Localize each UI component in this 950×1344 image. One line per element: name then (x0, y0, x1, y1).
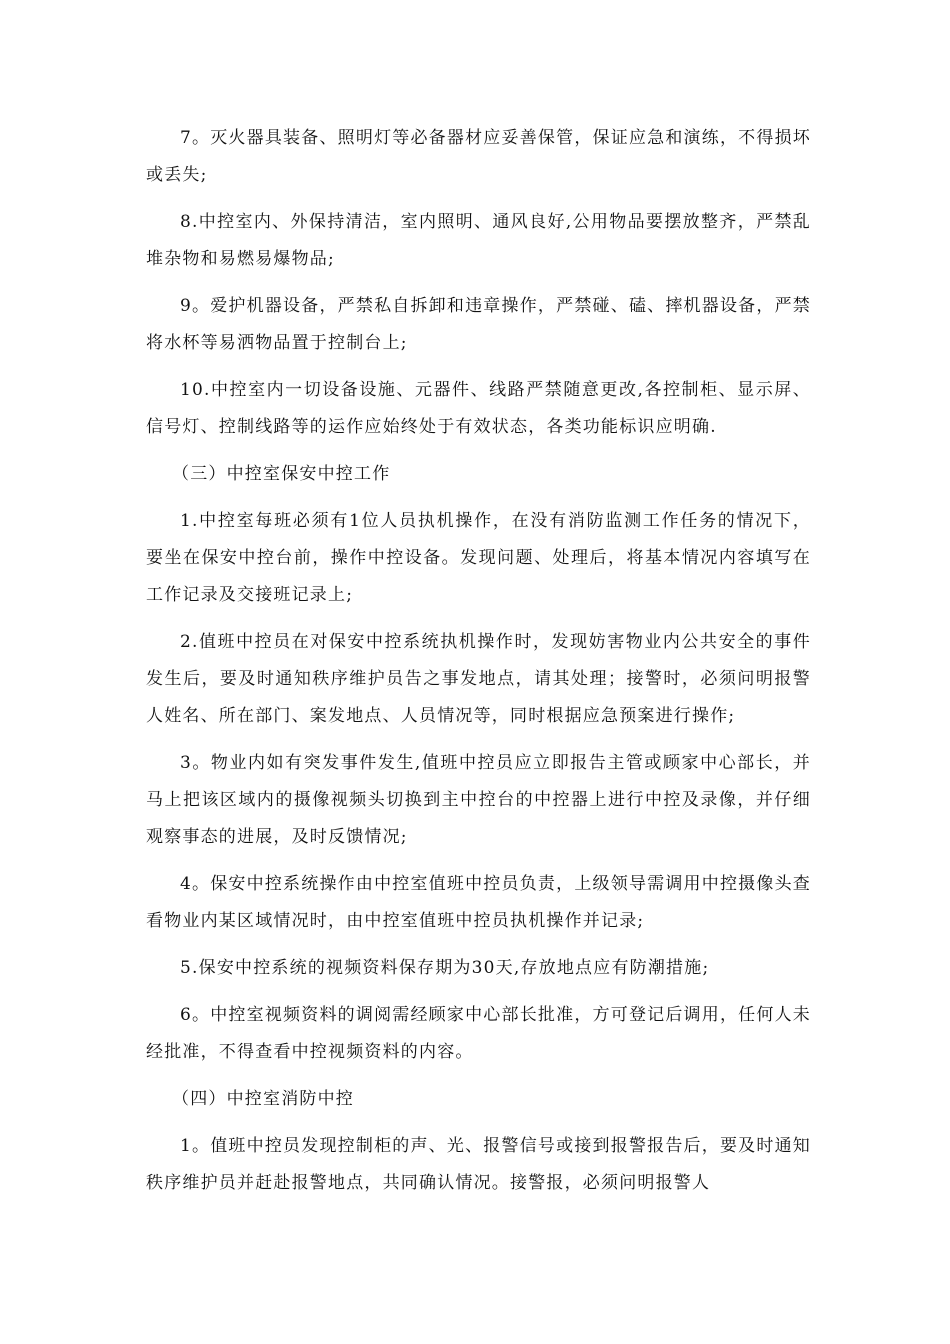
security-paragraph-4: 4。保安中控系统操作由中控室值班中控员负责，上级领导需调用中控摄像头查看物业内某区域情况时，由中控室值班中控员执机操作并记录; (146, 874, 811, 931)
section-heading-3: （三）中控室保安中控工作 (172, 464, 391, 484)
paragraph-9: 9。爱护机器设备，严禁私自拆卸和违章操作，严禁碰、磕、摔机器设备，严禁将水杯等易洒物品置于控制台上; (146, 296, 811, 353)
security-paragraph-5: 5.保安中控系统的视频资料保存期为30天,存放地点应有防潮措施; (180, 958, 710, 978)
paragraph-8: 8.中控室内、外保持清洁，室内照明、通风良好,公用物品要摆放整齐，严禁乱堆杂物和易燃易爆物品; (146, 212, 811, 269)
security-paragraph-6: 6。中控室视频资料的调阅需经顾家中心部长批准，方可登记后调用，任何人未经批准，不得查看中控视频资料的内容。 (146, 1005, 811, 1062)
paragraph-7: 7。灭火器具装备、照明灯等必备器材应妥善保管，保证应急和演练，不得损坏或丢失; (146, 128, 811, 185)
security-paragraph-3: 3。物业内如有突发事件发生,值班中控员应立即报告主管或顾家中心部长，并马上把该区域内的摄像视频头切换到主中控台的中控器上进行中控及录像，并仔细观察事态的进展，及时反馈情况; (146, 753, 811, 847)
section-heading-4: （四）中控室消防中控 (172, 1089, 354, 1109)
document-page (146, 120, 811, 1212)
fire-paragraph-1: 1。值班中控员发现控制柜的声、光、报警信号或接到报警报告后，要及时通知秩序维护员并赶赴报警地点，共同确认情况。接警报，必须问明报警人 (146, 1136, 811, 1193)
paragraph-10: 10.中控室内一切设备设施、元器件、线路严禁随意更改,各控制柜、显示屏、信号灯、控制线路等的运作应始终处于有效状态，各类功能标识应明确. (146, 380, 811, 437)
security-paragraph-1: 1.中控室每班必须有1位人员执机操作，在没有消防监测工作任务的情况下，要坐在保安中控台前，操作中控设备。发现问题、处理后，将基本情况内容填写在工作记录及交接班记录上; (146, 511, 811, 605)
security-paragraph-2: 2.值班中控员在对保安中控系统执机操作时，发现妨害物业内公共安全的事件发生后，要及时通知秩序维护员告之事发地点，请其处理；接警时，必须问明报警人姓名、所在部门、案发地点、人员情况等，同时根据应急预案进行操作; (146, 632, 811, 726)
